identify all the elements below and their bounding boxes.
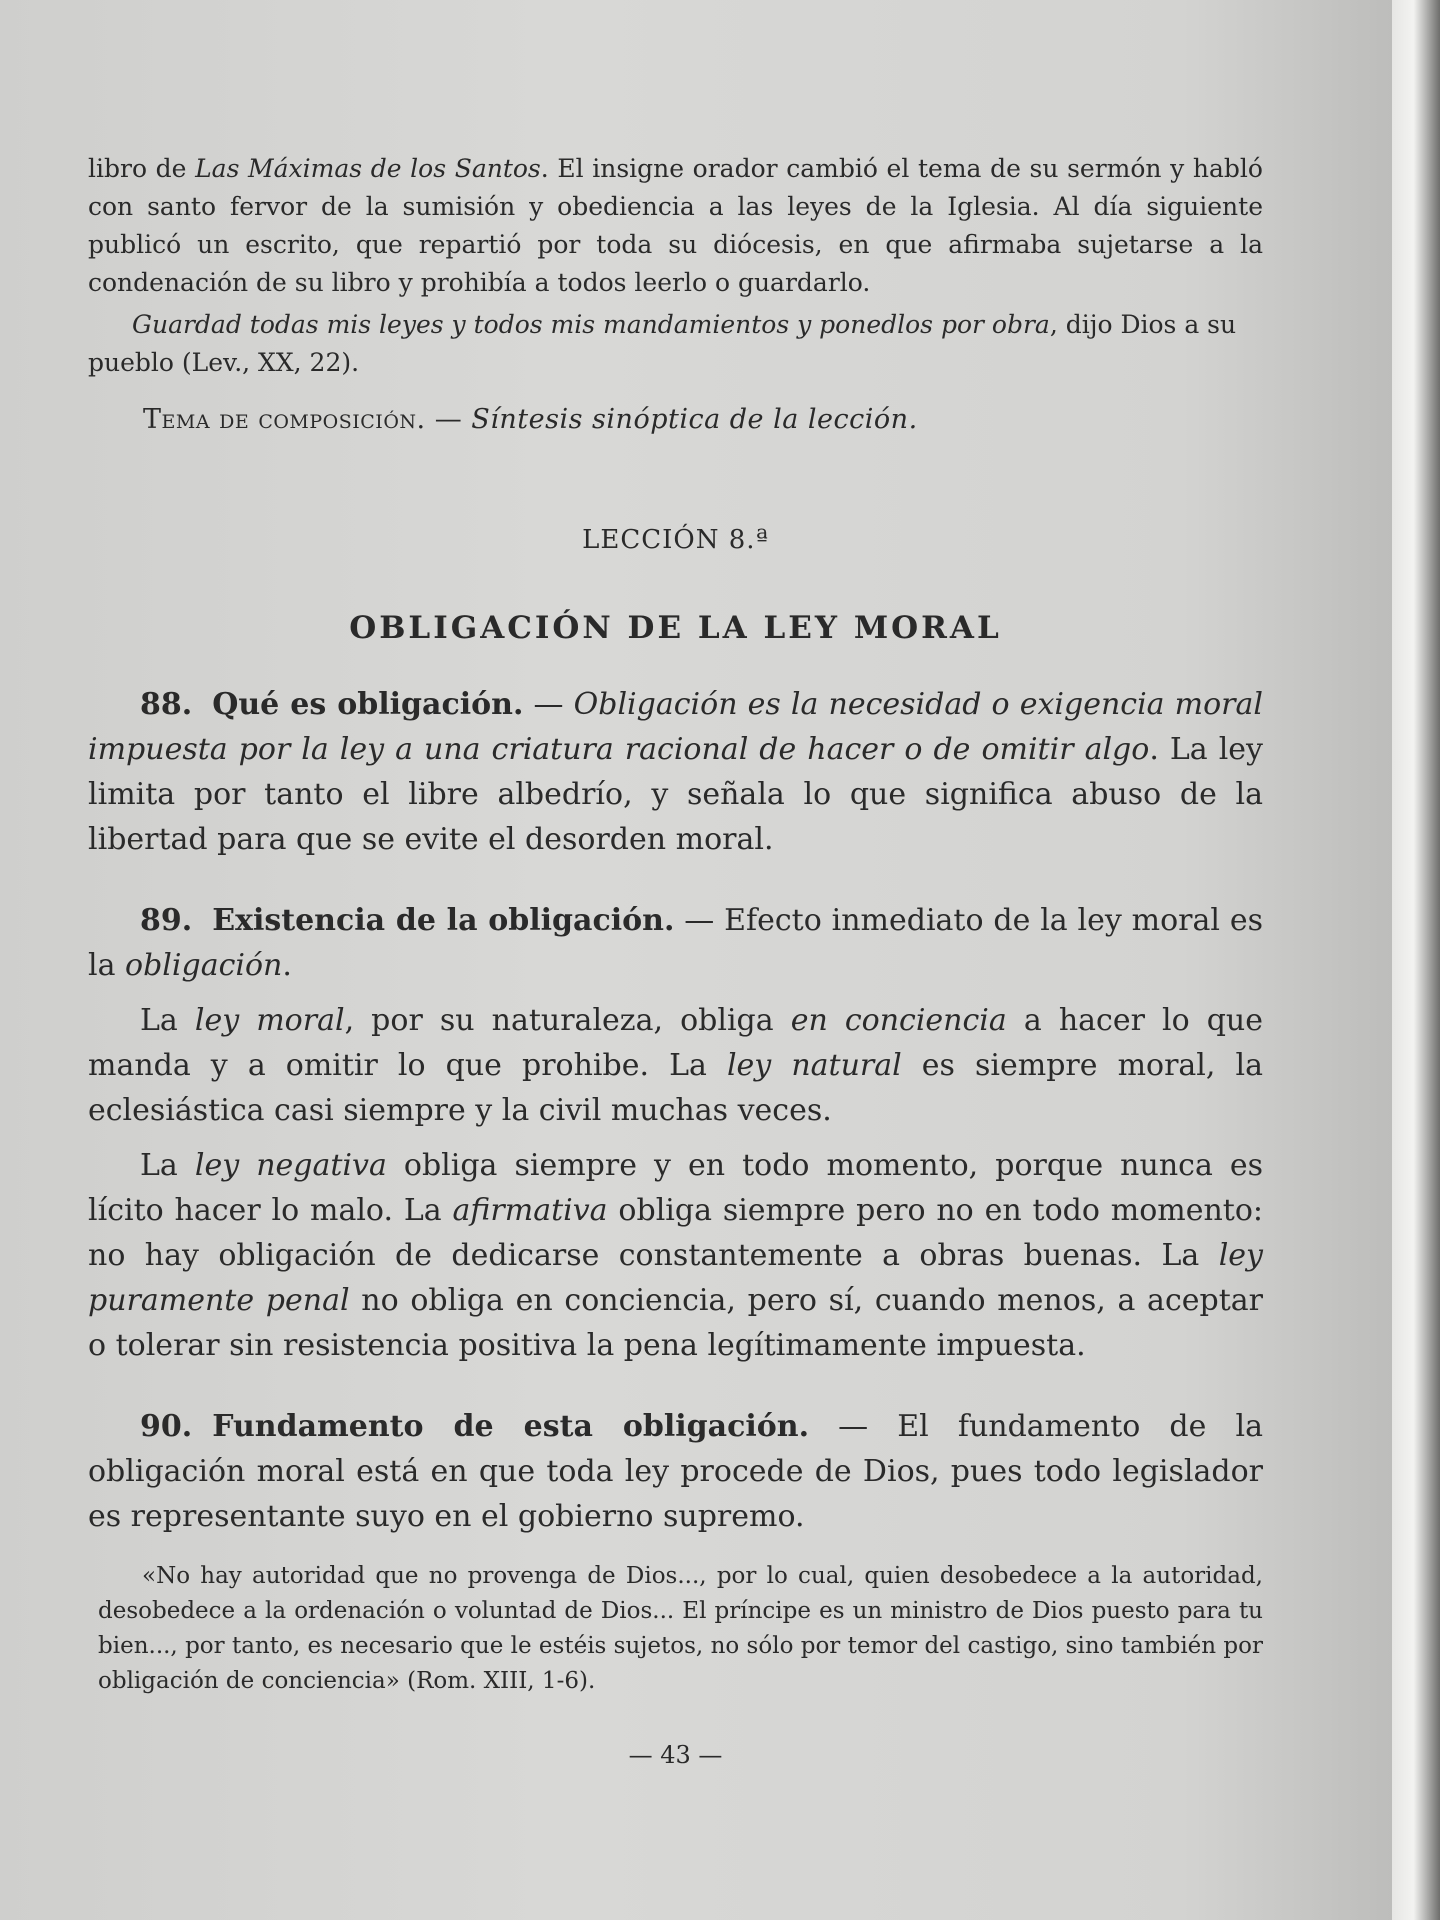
chapter-title: OBLIGACIÓN DE LA LEY MORAL [349, 610, 1002, 646]
section-89-paragraph-3: La ley negativa obliga siempre y en todo momento, porque nunca es lícito hacer lo malo. La afirmativa obliga siempre pero no en todo momento: no hay obligación de dedicarse constantemente a obras buenas. La ley puramente penal no obliga en conciencia, pero sí, cuando menos, a aceptar o tolerar sin resistencia positiva la pena legítimamente impuesta. [88, 1148, 1264, 1363]
leviticus-quote: Guardad todas mis leyes y todos mis mandamientos y ponedlos por obra, dijo Dios a su pueblo (Lev., XX, 22). [88, 310, 1237, 377]
lesson-number: LECCIÓN 8.ª [582, 525, 769, 555]
previous-lesson-text: libro de Las Máximas de los Santos. El insigne orador cambió el tema de su sermón y habló con santo fervor de la sumisión y obediencia a las leyes de la Iglesia. Al día siguiente publicó un escrito, que repartió por toda su diócesis, en que afirmaba sujetarse a la condenación de su libro y prohibía a todos leerlo o guardarlo. [88, 154, 1263, 297]
section-88: 88. Qué es obligación. — Obligación es la necesidad o exigencia moral impuesta por la ley a una criatura racional de hacer o de omitir algo. La ley limita por tanto el libre albedrío, y señala lo que significa abuso de la libertad para que se evite el desorden moral. [88, 687, 1264, 857]
composition-theme: Tema de composición. — Síntesis sinóptica de la lección. [143, 404, 918, 435]
page-content [88, 150, 1263, 1769]
page-number: — 43 — [628, 1741, 723, 1769]
section-90: 90. Fundamento de esta obligación. — El fundamento de la obligación moral está en que toda ley procede de Dios, pues todo legislador es representante suyo en el gobierno supremo. [88, 1409, 1263, 1534]
book-title: Las Máximas de los Santos [195, 154, 541, 183]
page-edge [1392, 0, 1440, 1920]
romans-footnote: «No hay autoridad que no provenga de Dios..., por lo cual, quien desobedece a la autoridad, desobedece a la ordenación o voluntad de Dios... El príncipe es un ministro de Dios puesto para tu bien..., por tanto, es necesario que le estéis sujetos, no sólo por temor del castigo, sino también por obligación de conciencia» (Rom. XIII, 1-6). [98, 1563, 1263, 1694]
section-89: 89. Existencia de la obligación. — Efecto inmediato de la ley moral es la obligación. [88, 903, 1263, 983]
section-89-paragraph-2: La ley moral, por su naturaleza, obliga en conciencia a hacer lo que manda y a omitir lo que prohibe. La ley natural es siempre moral, la eclesiástica casi siempre y la civil muchas veces. [88, 1003, 1263, 1128]
